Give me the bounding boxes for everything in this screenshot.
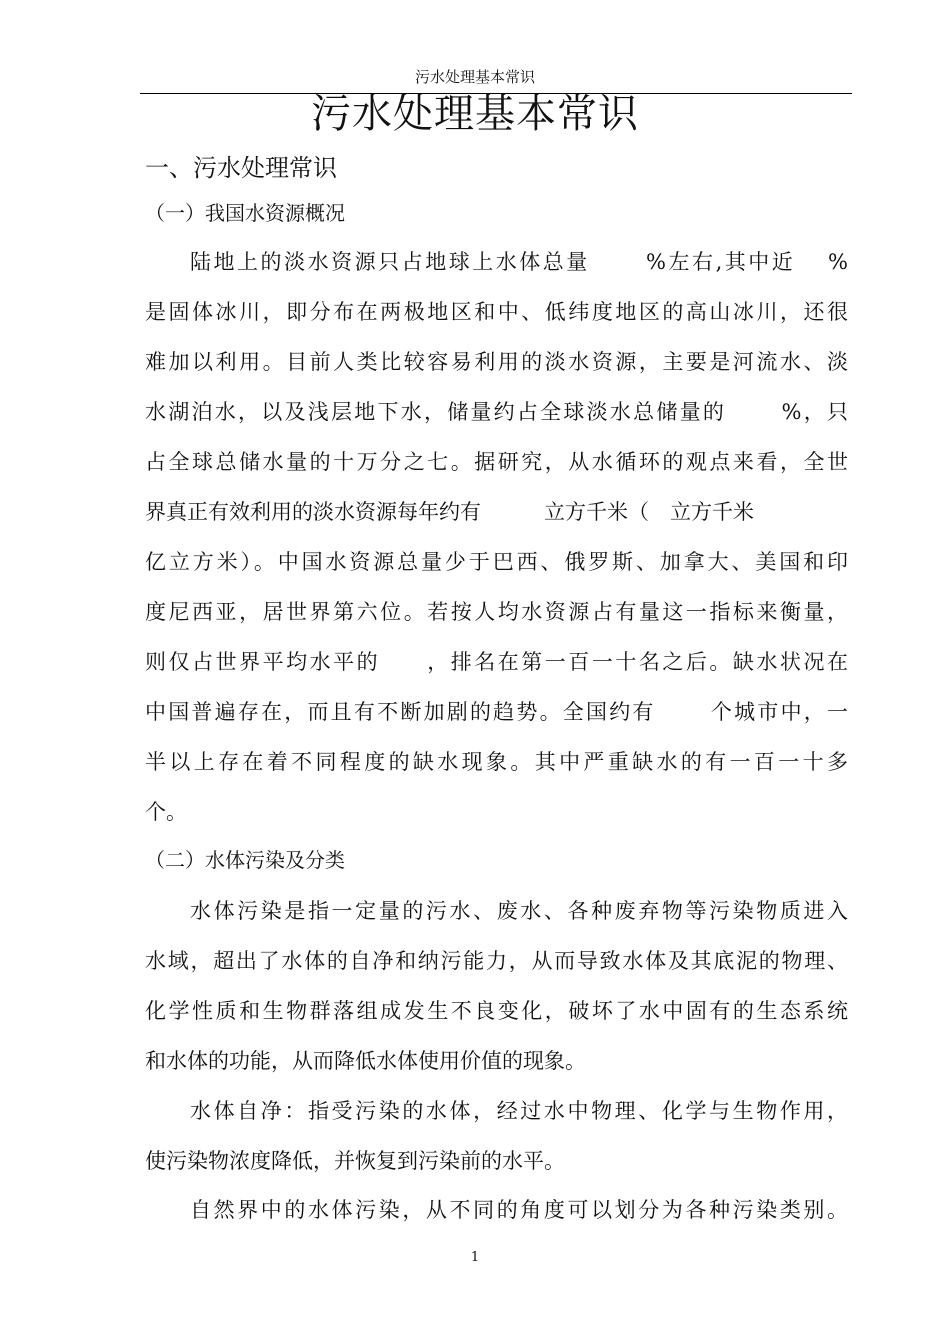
paragraph-line: 水湖泊水，以及浅层地下水，储量约占全球淡水总储量的 %，只 (145, 400, 848, 424)
paragraph-line: 界真正有效利用的淡水资源每年约有 立方千米（ 立方千米 (145, 500, 754, 524)
section-heading: 一、污水处理常识 (145, 154, 337, 182)
paragraph-line: 难加以利用。目前人类比较容易利用的淡水资源，主要是河流水、淡 (145, 350, 848, 374)
subsection-heading: （二）水体污染及分类 (145, 848, 345, 872)
subsection-heading: （一）我国水资源概况 (145, 201, 345, 225)
paragraph-line: 占全球总储水量的十万分之七。据研究，从水循环的观点来看，全世 (145, 450, 848, 474)
paragraph-line: 自然界中的水体污染，从不同的角度可以划分为各种污染类别。 (190, 1198, 848, 1222)
document-title: 污水处理基本常识 (311, 91, 639, 137)
paragraph-line: 水体污染是指一定量的污水、废水、各种废弃物等污染物质进入 (190, 899, 848, 923)
paragraph-line: 水体自净：指受污染的水体，经过水中物理、化学与生物作用， (190, 1099, 848, 1123)
paragraph-line: 水域，超出了水体的自净和纳污能力，从而导致水体及其底泥的物理、 (145, 949, 848, 973)
paragraph-line: 使污染物浓度降低，并恢复到污染前的水平。 (145, 1149, 565, 1173)
paragraph-line: 个。 (145, 800, 187, 824)
page-number: 1 (470, 1250, 480, 1265)
paragraph-line: 陆地上的淡水资源只占地球上水体总量 %左右,其中近 % (190, 250, 848, 274)
paragraph-line: 和水体的功能，从而降低水体使用价值的现象。 (145, 1049, 586, 1073)
paragraph-line: 则仅占世界平均水平的 ，排名在第一百一十名之后。缺水状况在 (145, 650, 848, 674)
paragraph-line: 是固体冰川，即分布在两极地区和中、低纬度地区的高山冰川，还很 (145, 300, 848, 324)
paragraph-line: 亿立方米）。中国水资源总量少于巴西、俄罗斯、加拿大、美国和印 (145, 550, 848, 574)
paragraph-line: 度尼西亚，居世界第六位。若按人均水资源占有量这一指标来衡量， (145, 600, 848, 624)
paragraph-line: 化学性质和生物群落组成发生不良变化，破坏了水中固有的生态系统 (145, 999, 848, 1023)
paragraph-line: 半以上存在着不同程度的缺水现象。其中严重缺水的有一百一十多 (145, 750, 848, 774)
paragraph-line: 中国普遍存在，而且有不断加剧的趋势。全国约有 个城市中，一 (145, 700, 848, 724)
running-header: 污水处理基本常识 (414, 68, 535, 86)
